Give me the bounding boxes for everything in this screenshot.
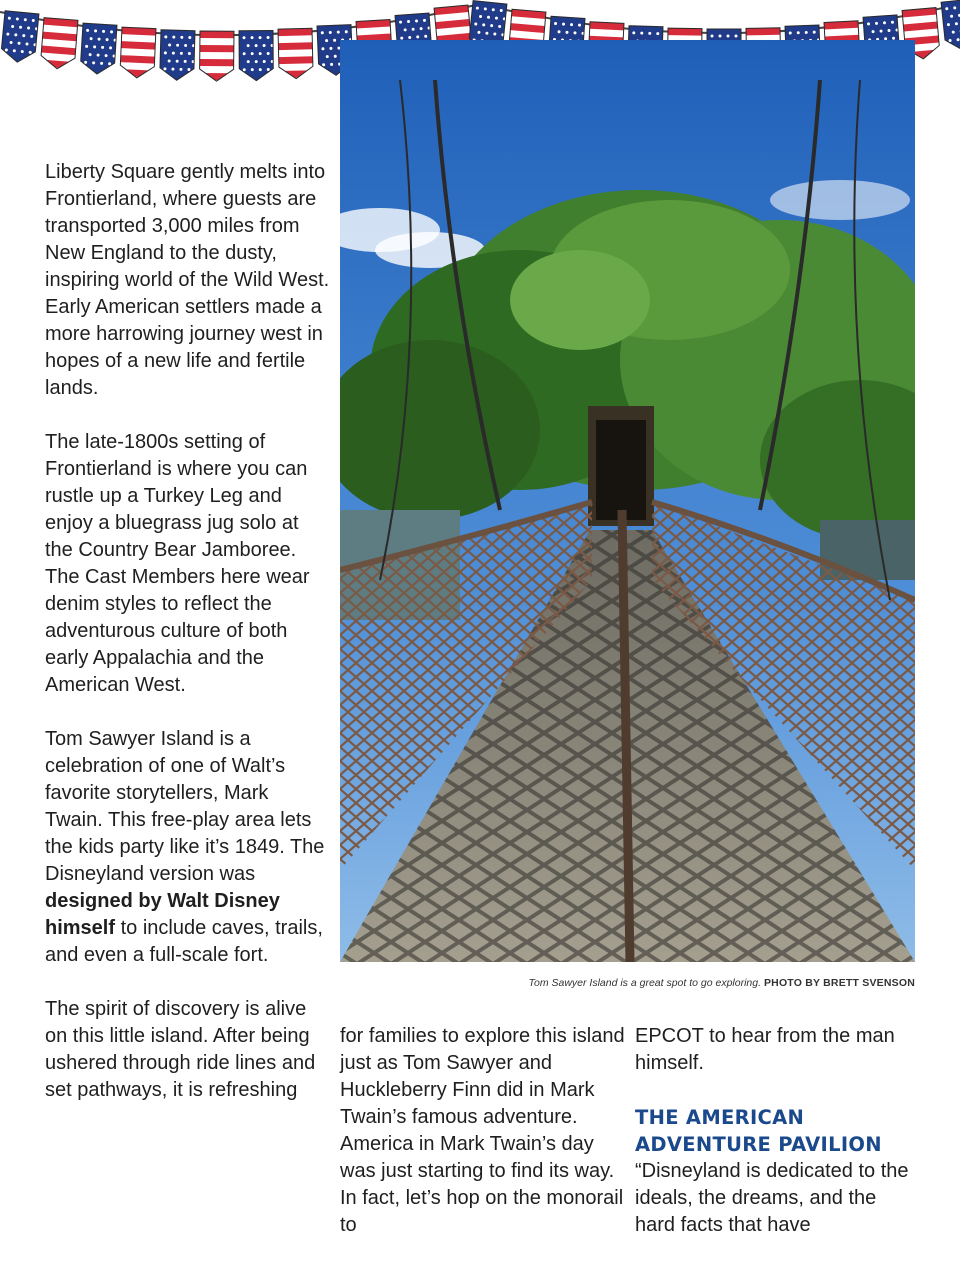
paragraph-text: Tom Sawyer Island is a celebration of one of Walt’s favorite storytellers, Mark Twain. This free-play area lets the kids party like it’s 1849. The Disneyland version was xyxy=(45,728,325,885)
star-pennant xyxy=(239,30,274,80)
paragraph-tom-sawyer-island xyxy=(45,726,330,969)
bold-emphasis: designed by Walt Disney himself xyxy=(45,890,280,939)
star-pennant xyxy=(160,30,196,81)
article-column-1 xyxy=(45,159,330,1131)
photo-caption xyxy=(340,977,915,989)
stripe-pennant xyxy=(199,31,234,81)
stripe-pennant xyxy=(120,27,156,78)
caption-text: Tom Sawyer Island is a great spot to go exploring. xyxy=(528,977,762,989)
bridge-photo xyxy=(340,40,915,962)
paragraph-text: to include caves, trails, and even a full-scale fort. xyxy=(45,917,323,966)
paragraph-spirit-of-discovery: The spirit of discovery is alive on this little island. After being ushered through ride lines and set pathways, it is refreshing xyxy=(45,998,316,1101)
section-heading: THE AMERICAN ADVENTURE PAVILION xyxy=(635,1106,882,1156)
photo-credit: PHOTO BY BRETT SVENSON xyxy=(763,977,915,989)
paragraph-families-explore: for families to explore this island just as Tom Sawyer and Huckleberry Finn did in Mark Twain’s famous adventure. America in Mark Twain’s day was just starting to find its way. In fact, let’s hop on the monorail to xyxy=(340,1025,625,1236)
paragraph-frontierland: The late-1800s setting of Frontierland is where you can rustle up a Turkey Leg and enjoy a bluegrass jug solo at the Country Bear Jamboree. The Cast Members here wear denim styles to reflect the adventurous culture of both early Appalachia and the American West. xyxy=(45,431,310,696)
stripe-pennant xyxy=(40,18,78,71)
stripe-pennant xyxy=(278,28,313,79)
article-column-3 xyxy=(635,1023,920,1266)
star-pennant xyxy=(80,23,117,75)
paragraph-disneyland-quote: “Disneyland is dedicated to the ideals, the dreams, and the hard facts that have xyxy=(635,1160,909,1236)
paragraph-liberty-square: Liberty Square gently melts into Frontierland, where guests are transported 3,000 miles from New England to the dusty, inspiring world of the Wild West. Early American settlers made a more harrowing journey west in hopes of a new life and fertile lands. xyxy=(45,161,330,399)
paragraph-epcot: EPCOT to hear from the man himself. xyxy=(635,1025,895,1074)
article-column-2 xyxy=(340,1023,625,1266)
star-pennant xyxy=(941,0,960,52)
star-pennant xyxy=(0,11,39,64)
